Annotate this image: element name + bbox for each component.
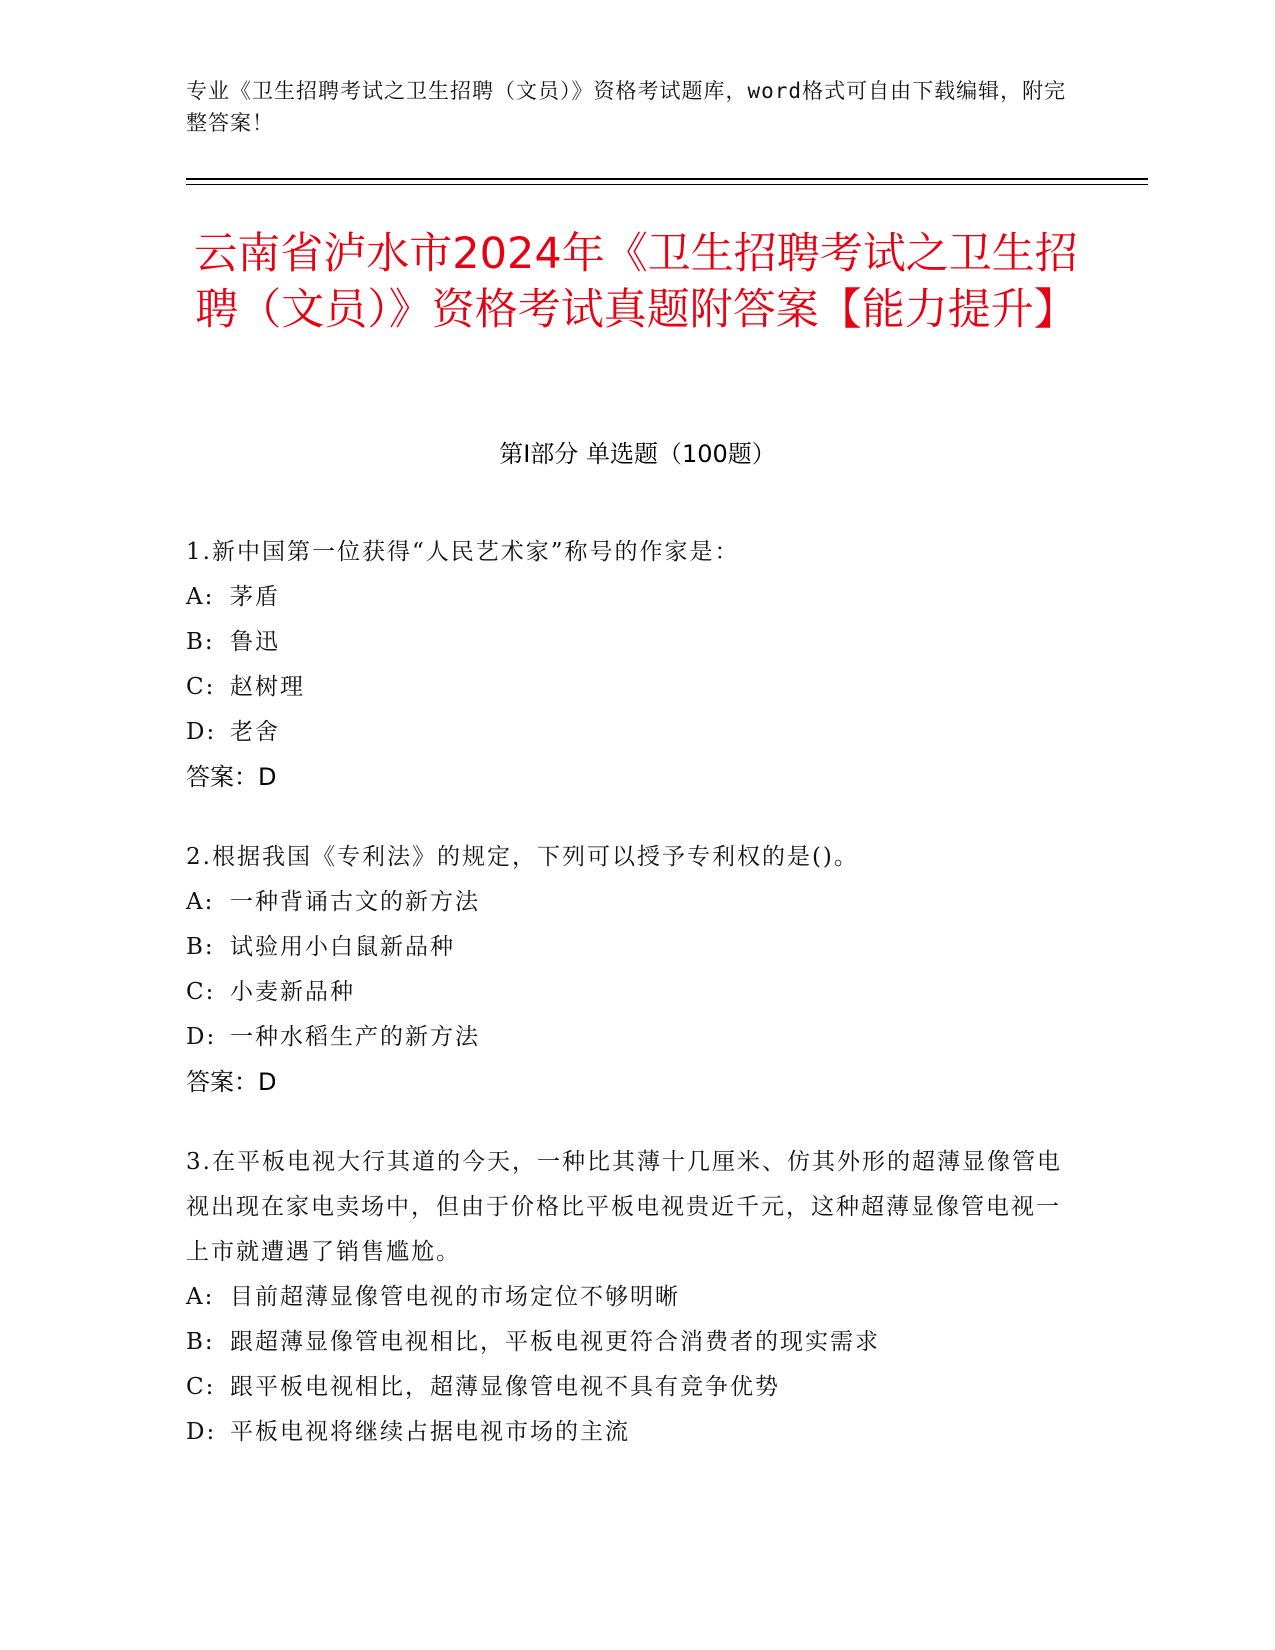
option-d (186, 1410, 1066, 1455)
option-b (186, 1320, 1066, 1365)
option-c (186, 665, 1066, 710)
option-letter: D: (186, 1419, 217, 1445)
question-list (186, 530, 1066, 1490)
option-text: 小麦新品种 (230, 979, 355, 1005)
option-a (186, 575, 1066, 620)
option-letter: B: (186, 1329, 215, 1355)
option-text: 鲁迅 (230, 629, 280, 655)
header-divider-thick (186, 178, 1148, 180)
option-text: 一种背诵古文的新方法 (230, 889, 480, 915)
answer-line: 答案：D (186, 763, 277, 791)
option-b (186, 925, 1066, 970)
option-text: 茅盾 (230, 584, 280, 610)
question-stem: 2.根据我国《专利法》的规定，下列可以授予专利权的是()。 (186, 844, 859, 870)
option-text: 目前超薄显像管电视的市场定位不够明晰 (230, 1284, 680, 1310)
option-c (186, 970, 1066, 1015)
answer-line: 答案：D (186, 1068, 277, 1096)
option-text: 跟平板电视相比，超薄显像管电视不具有竞争优势 (230, 1374, 780, 1400)
option-text: 平板电视将继续占据电视市场的主流 (230, 1419, 630, 1445)
option-letter: B: (186, 629, 215, 655)
option-d (186, 1015, 1066, 1060)
question-stem: 3.在平板电视大行其道的今天，一种比其薄十几厘米、仿其外形的超薄显像管电视出现在家电卖场中，但由于价格比平板电视贵近千元，这种超薄显像管电视一上市就遭遇了销售尴尬。 (186, 1149, 1062, 1265)
document-title: 云南省泸水市2024年《卫生招聘考试之卫生招聘（文员）》资格考试真题附答案【能力提升】 (194, 229, 1078, 335)
question-1 (186, 530, 1066, 800)
option-letter: C: (186, 979, 216, 1005)
option-text: 一种水稻生产的新方法 (230, 1024, 480, 1050)
option-d (186, 710, 1066, 755)
option-letter: D: (186, 719, 217, 745)
option-text: 赵树理 (230, 674, 305, 700)
option-letter: C: (186, 1374, 216, 1400)
question-3 (186, 1140, 1066, 1455)
option-a (186, 1275, 1066, 1320)
question-2 (186, 835, 1066, 1105)
option-letter: A: (186, 889, 215, 915)
section-heading: 第Ⅰ部分 单选题（100题） (499, 440, 776, 468)
option-letter: D: (186, 1024, 217, 1050)
option-letter: A: (186, 584, 215, 610)
option-text: 老舍 (230, 719, 280, 745)
header-divider-thin (186, 184, 1148, 185)
option-b (186, 620, 1066, 665)
option-text: 跟超薄显像管电视相比，平板电视更符合消费者的现实需求 (230, 1329, 880, 1355)
option-letter: A: (186, 1284, 215, 1310)
header-note: 专业《卫生招聘考试之卫生招聘（文员）》资格考试题库，word格式可自由下载编辑，附完整答案！ (186, 79, 1067, 135)
option-a (186, 880, 1066, 925)
question-stem: 1.新中国第一位获得“人民艺术家”称号的作家是： (186, 539, 740, 565)
option-c (186, 1365, 1066, 1410)
option-letter: B: (186, 934, 215, 960)
option-text: 试验用小白鼠新品种 (230, 934, 455, 960)
option-letter: C: (186, 674, 216, 700)
